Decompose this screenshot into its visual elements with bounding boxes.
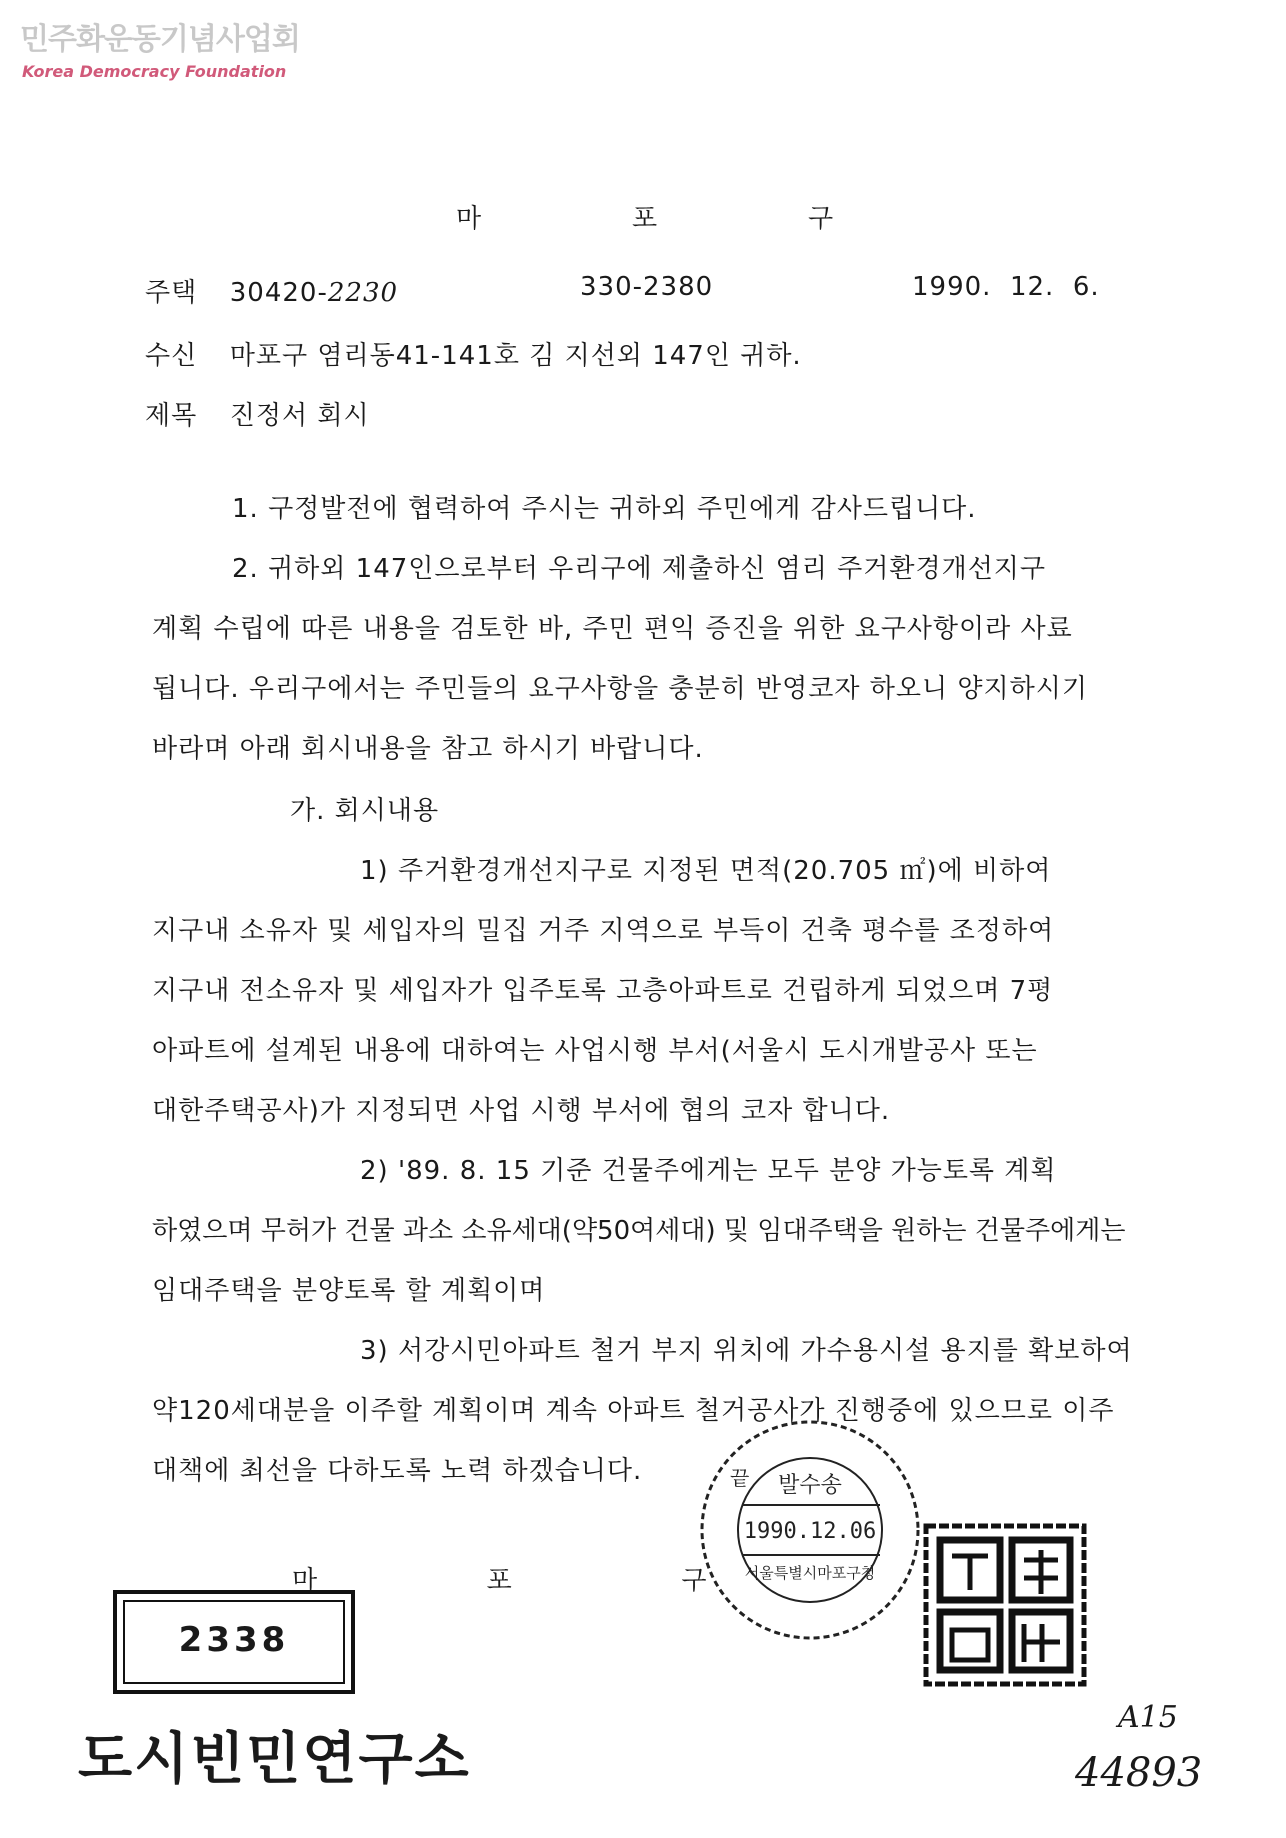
title-char: 포 xyxy=(632,204,658,234)
body-line: 1) 주거환경개선지구로 지정된 면적(20.705 ㎡)에 비하여 xyxy=(360,856,1052,886)
section-heading: 가. 회시내용 xyxy=(290,796,440,826)
official-seal xyxy=(920,1520,1090,1690)
phone-number: 330-2380 xyxy=(580,272,714,302)
doc-label: 주택 xyxy=(145,278,198,308)
title-char: 구 xyxy=(808,204,834,234)
dispatch-date-stamp xyxy=(690,1410,930,1650)
document-date: 1990. 12. 6. xyxy=(912,272,1100,302)
body-line: 계획 수립에 따른 내용을 검토한 바, 주민 편익 증진을 위한 요구사항이라 사료 xyxy=(152,614,1073,644)
subject-label: 제목 xyxy=(145,401,198,431)
archive-ref-number: 44893 xyxy=(1075,1750,1203,1796)
archive-box-number xyxy=(113,1590,355,1694)
body-line: 됩니다. 우리구에서는 주민들의 요구사항을 충분히 반영코자 하오니 양지하시기 xyxy=(152,674,1088,704)
stamp-date: 1990.12.06 xyxy=(743,1519,877,1544)
watermark-english: Korea Democracy Foundation xyxy=(22,62,287,81)
document-title xyxy=(456,198,984,235)
footer-char: 포 xyxy=(486,1566,513,1596)
watermark-korean: 민주화운동기념사업회 xyxy=(20,22,300,57)
body-line: 2) '89. 8. 15 기준 건물주에게는 모두 분양 가능토록 계획 xyxy=(360,1156,1057,1186)
footer-char: 마 xyxy=(292,1566,319,1596)
stamp-bottom-text: 서울특별시마포구청 xyxy=(744,1564,876,1582)
body-line: 지구내 소유자 및 세입자의 밀집 거주 지역으로 부득이 건축 평수를 조정하여 xyxy=(152,916,1055,946)
recipient-label: 수신 xyxy=(145,341,198,371)
title-char: 마 xyxy=(456,204,482,234)
body-line: 1. 구정발전에 협력하여 주시는 귀하외 주민에게 감사드립니다. xyxy=(232,494,977,524)
body-line: 약120세대분을 이주할 계획이며 계속 아파트 철거공사가 진행중에 있으므로 이주 xyxy=(152,1396,1115,1426)
body-line: 2. 귀하외 147인으로부터 우리구에 제출하신 염리 주거환경개선지구 xyxy=(232,554,1047,584)
stamp-prefix: 끝 xyxy=(730,1466,750,1490)
body-line: 지구내 전소유자 및 세입자가 입주토록 고층아파트로 건립하게 되었으며 7평 xyxy=(152,976,1054,1006)
archive-ref-code: A15 xyxy=(1118,1700,1178,1735)
body-line: 아파트에 설계된 내용에 대하여는 사업시행 부서(서울시 도시개발공사 또는 xyxy=(152,1036,1038,1066)
body-line: 바라며 아래 회시내용을 참고 하시기 바랍니다. xyxy=(152,734,704,764)
doc-number-handwritten: 2230 xyxy=(327,278,399,308)
stamp-top-text: 발수송 xyxy=(778,1473,842,1498)
subject: 진정서 회시 xyxy=(229,401,370,431)
body-line: 대책에 최선을 다하도록 노력 하겠습니다. xyxy=(152,1456,643,1486)
doc-number-line xyxy=(145,272,398,309)
footer-char: 구 xyxy=(681,1566,708,1596)
recipient-line xyxy=(145,335,802,372)
handwritten-source: 도시빈민연구소 xyxy=(78,1727,471,1792)
body-line: 임대주택을 분양토록 할 계획이며 xyxy=(152,1276,546,1306)
recipient: 마포구 염리동41-141호 김 지선외 147인 귀하. xyxy=(229,341,802,371)
doc-number: 30420- xyxy=(229,278,328,308)
body-line: 3) 서강시민아파트 철거 부지 위치에 가수용시설 용지를 확보하여 xyxy=(360,1336,1133,1366)
body-line: 대한주택공사)가 지정되면 사업 시행 부서에 협의 코자 합니다. xyxy=(152,1096,891,1126)
subject-line xyxy=(145,395,370,432)
body-line: 하였으며 무허가 건물 과소 소유세대(약50여세대) 및 임대주택을 원하는 건물주에게는 xyxy=(152,1216,1126,1246)
box-number: 2338 xyxy=(123,1600,345,1684)
